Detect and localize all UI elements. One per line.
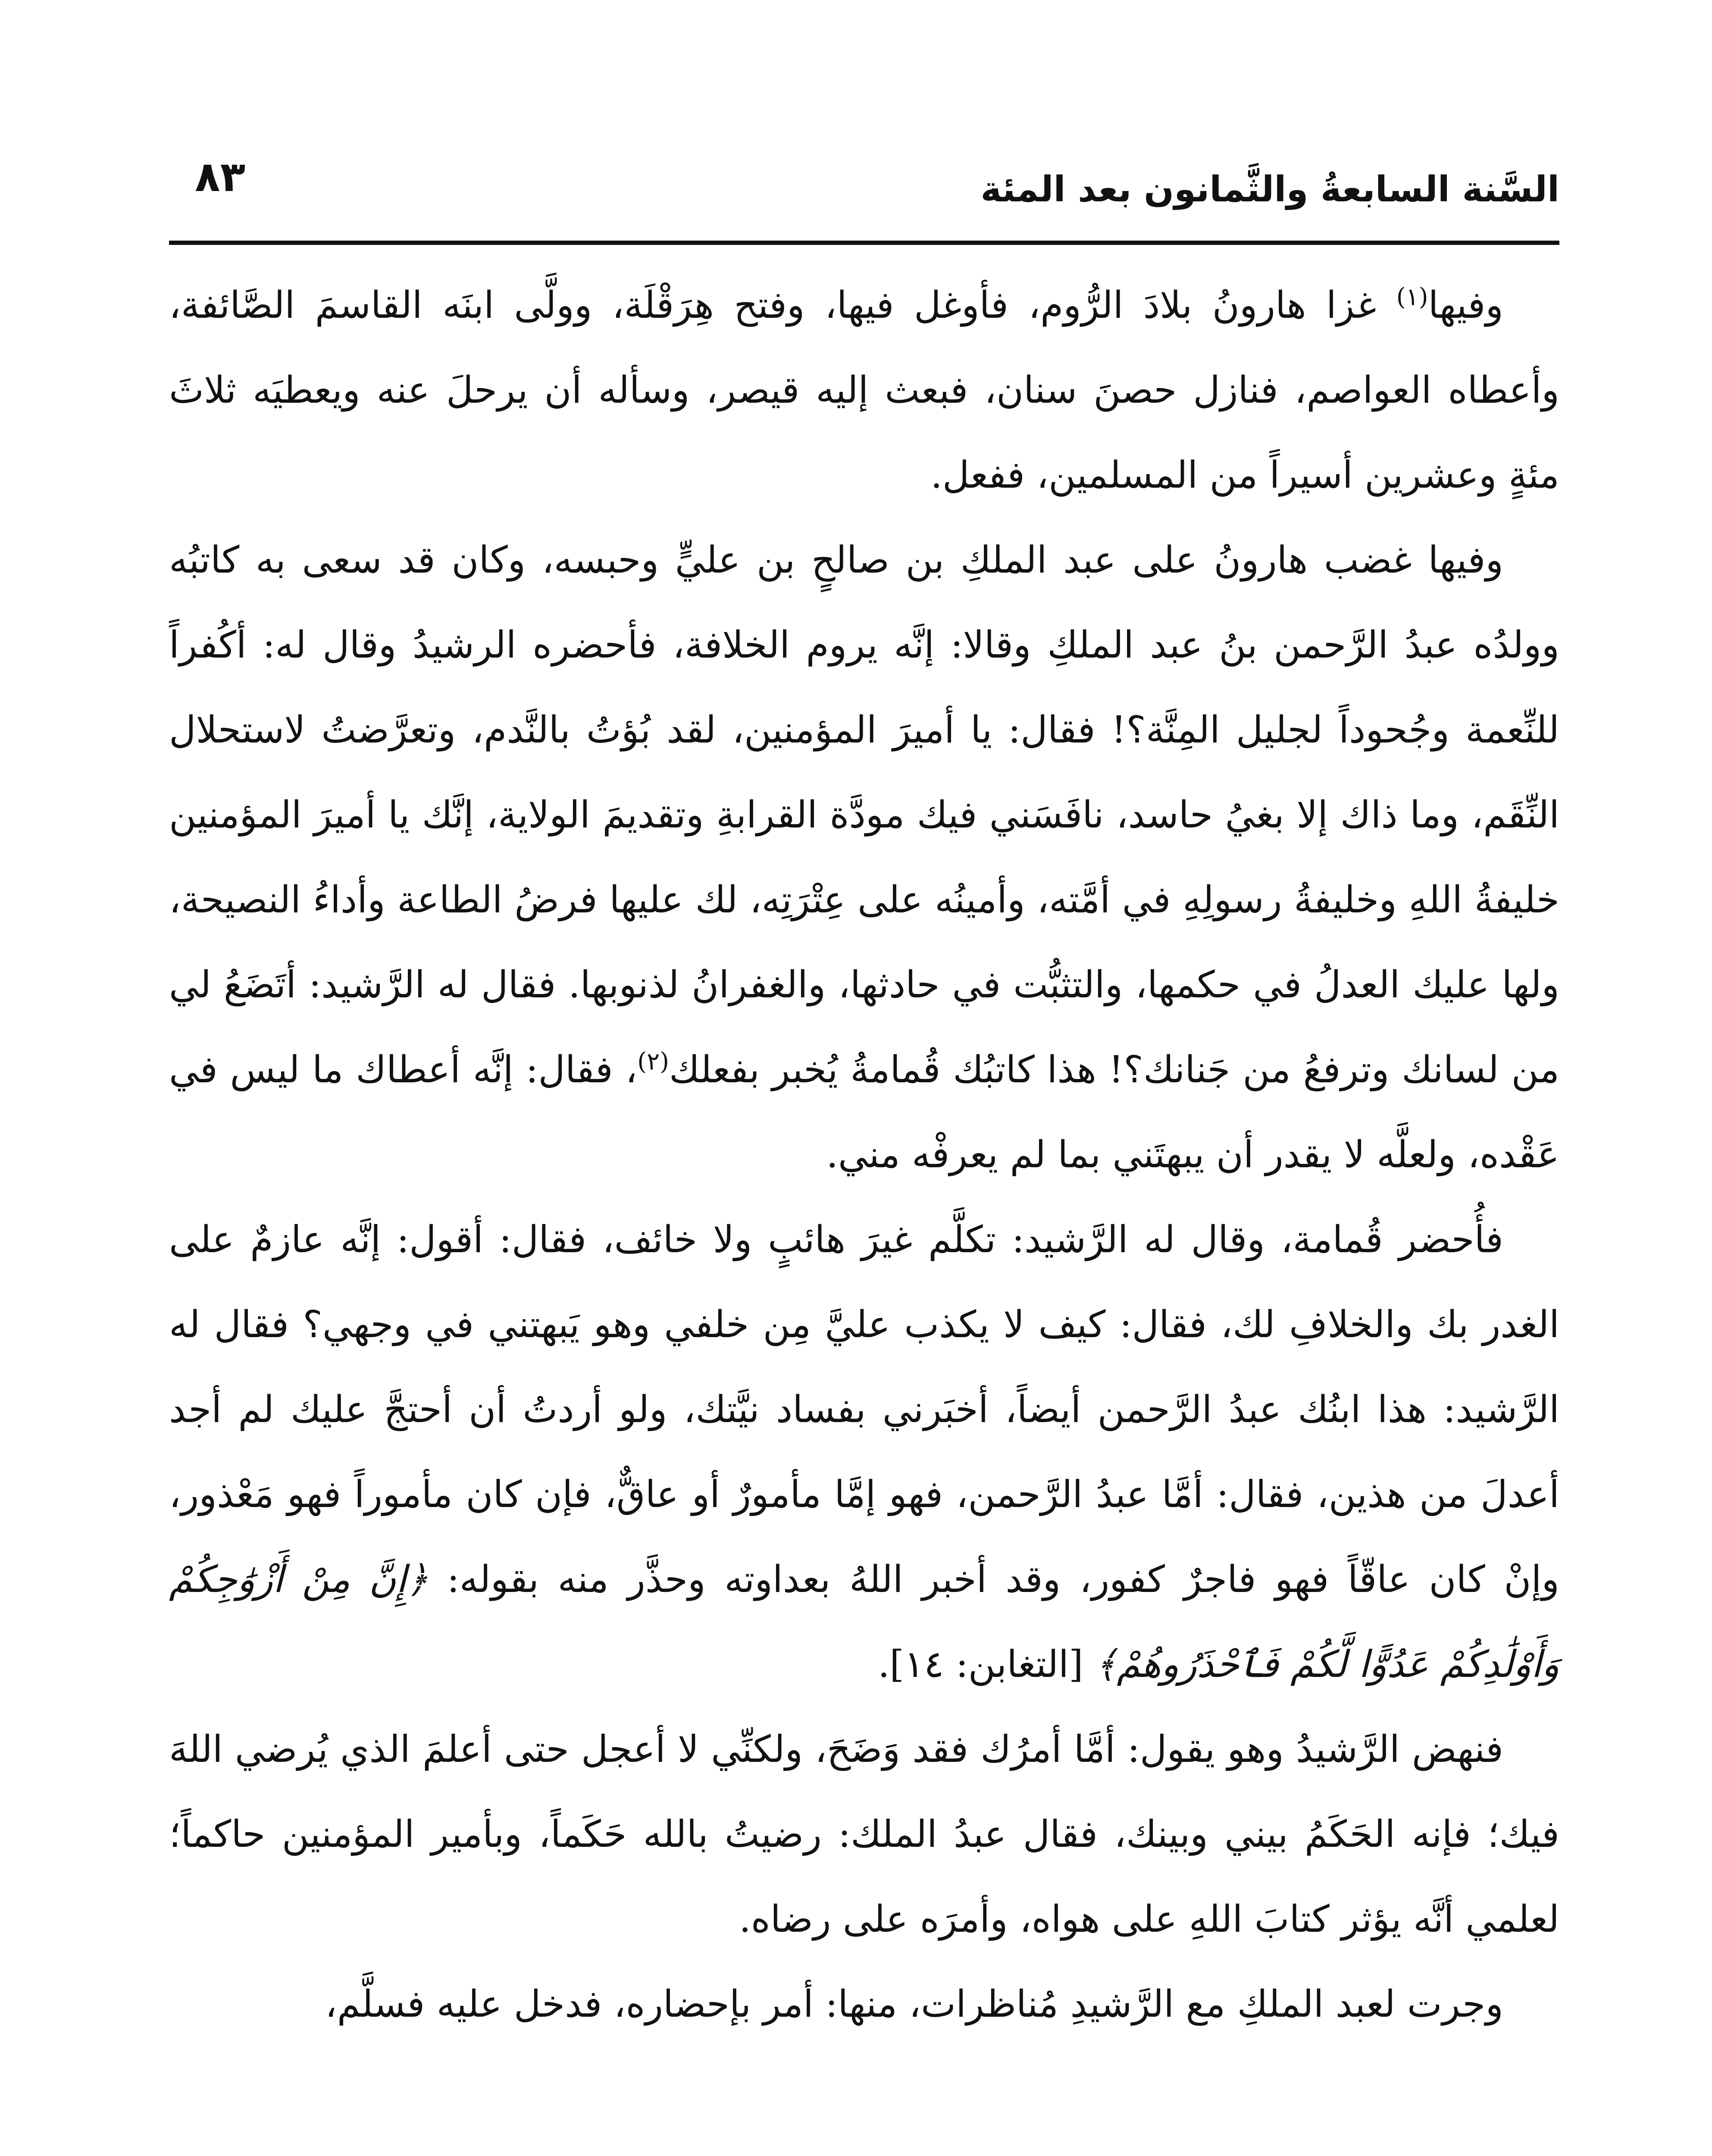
paragraph-text: وفيها غضب هارونُ على عبد الملكِ بن صالحٍ بن عليٍّ وحبسه، وكان قد سعى به كاتبُه وولدُه عبدُ الرَّحمن بنُ عبد الملكِ وقالا: إنَّه يروم الخلافة، فأحضره الرشيدُ وقال له: أكُفراً للنِّعمة وجُحوداً لجليل المِنَّة؟! فقال: يا أميرَ المؤمنين، لقد بُؤتُ بالنَّدم، وتعرَّضتُ لاستحلال النِّقَم، وما ذاك إلا بغيُ حاسد، نافَسَني فيك مودَّة القرابةِ وتقديمَ الولاية، إنَّك يا أميرَ المؤمنين خليفةُ اللهِ وخليفةُ رسولِهِ في أمَّته، وأمينُه على عِتْرَتِه، لك عليها فرضُ الطاعة وأداءُ النصيحة، ولها عليك العدلُ في حكمها، والتثبُّت في حادثها، والغفرانُ لذنوبها. فقال له الرَّشيد: أتَضَعُ لي من لسانك وترفعُ من جَنانك؟! هذا كاتبُك قُمامةُ يُخبر بفعلك [169,539,1560,1091]
paragraph-text: غزا هارونُ بلادَ الرُّوم، فأوغل فيها، وفتح هِرَقْلَة، وولَّى ابنَه القاسمَ الصَّائفة، وأعطاه العواصم، فنازل حصنَ سنان، فبعث إليه قيصر، وسأله أن يرحلَ عنه ويعطيَه ثلاثَ مئةٍ وعشرين أسيراً من المسلمين، ففعل. [169,284,1559,497]
verse-reference: [التغابن: ١٤]. [878,1643,1095,1686]
main-text [169,263,1559,2047]
running-title: السَّنة السابعةُ والثَّمانون بعد المئة [980,169,1559,210]
running-header [169,142,1559,229]
header-rule [169,241,1559,245]
page-number: ٨٣ [195,153,246,201]
paragraph-abd-almalik-arrest [169,518,1559,1197]
footnote-marker-2[interactable]: (٢) [637,1047,670,1076]
paragraph-text: ، فقال: إنَّه أعطاك ما ليس في عَقْده، ولعلَّه لا يقدر أن يبهتَني بما لم يعرفْه مني. [169,1048,1559,1176]
paragraph-text: وفيها [1428,284,1503,327]
paragraph-rashid-rises [169,1707,1559,1962]
paragraph-text: وجرت لعبد الملكِ مع الرَّشيدِ مُناظرات، منها: أمر بإحضاره، فدخل عليه فسلَّم، [325,1983,1503,2026]
paragraph-text: فأُحضر قُمامة، وقال له الرَّشيد: تكلَّم غيرَ هائبٍ ولا خائف، فقال: أقول: إنَّه عازمٌ على الغدر بك والخلافِ لك، فقال: كيف لا يكذب عليَّ مِن خلفي وهو يَبهتني في وجهي؟ فقال له الرَّشيد: هذا ابنُك عبدُ الرَّحمن أيضاً، أخبَرني بفساد نيَّتك، ولو أردتُ أن أحتجَّ عليك لم أجد أعدلَ من هذين، فقال: أمَّا عبدُ الرَّحمن، فهو إمَّا مأمورٌ أو عاقٌّ، فإن كان مأموراً فهو مَعْذور، وإنْ كان عاقّاً فهو فاجرٌ كفور، وقد أخبر اللهُ بعداوته وحذَّر منه بقوله: [169,1218,1559,1601]
paragraph-debates [169,1962,1559,2047]
quran-verse: ﴿إِنَّ مِنْ أَزْوَٰجِكُمْ وَأَوْلَٰدِكُمْ عَدُوًّا لَّكُمْ فَٱحْذَرُوهُمْ﴾ [169,1558,1559,1686]
footnote-marker-1[interactable]: (١) [1396,283,1428,311]
paragraph-text: فنهض الرَّشيدُ وهو يقول: أمَّا أمرُك فقد وَضَحَ، ولكنِّي لا أعجل حتى أعلمَ الذي يُرضي اللهَ فيك؛ فإنه الحَكَمُ بيني وبينك، فقال عبدُ الملك: رضيتُ بالله حَكَماً، وبأمير المؤمنين حاكماً؛ لعلمي أنَّه يؤثر كتابَ اللهِ على هواه، وأمرَه على رضاه. [169,1728,1559,1941]
paragraph-raid-rome [169,263,1559,518]
paragraph-qumama [169,1197,1559,1707]
